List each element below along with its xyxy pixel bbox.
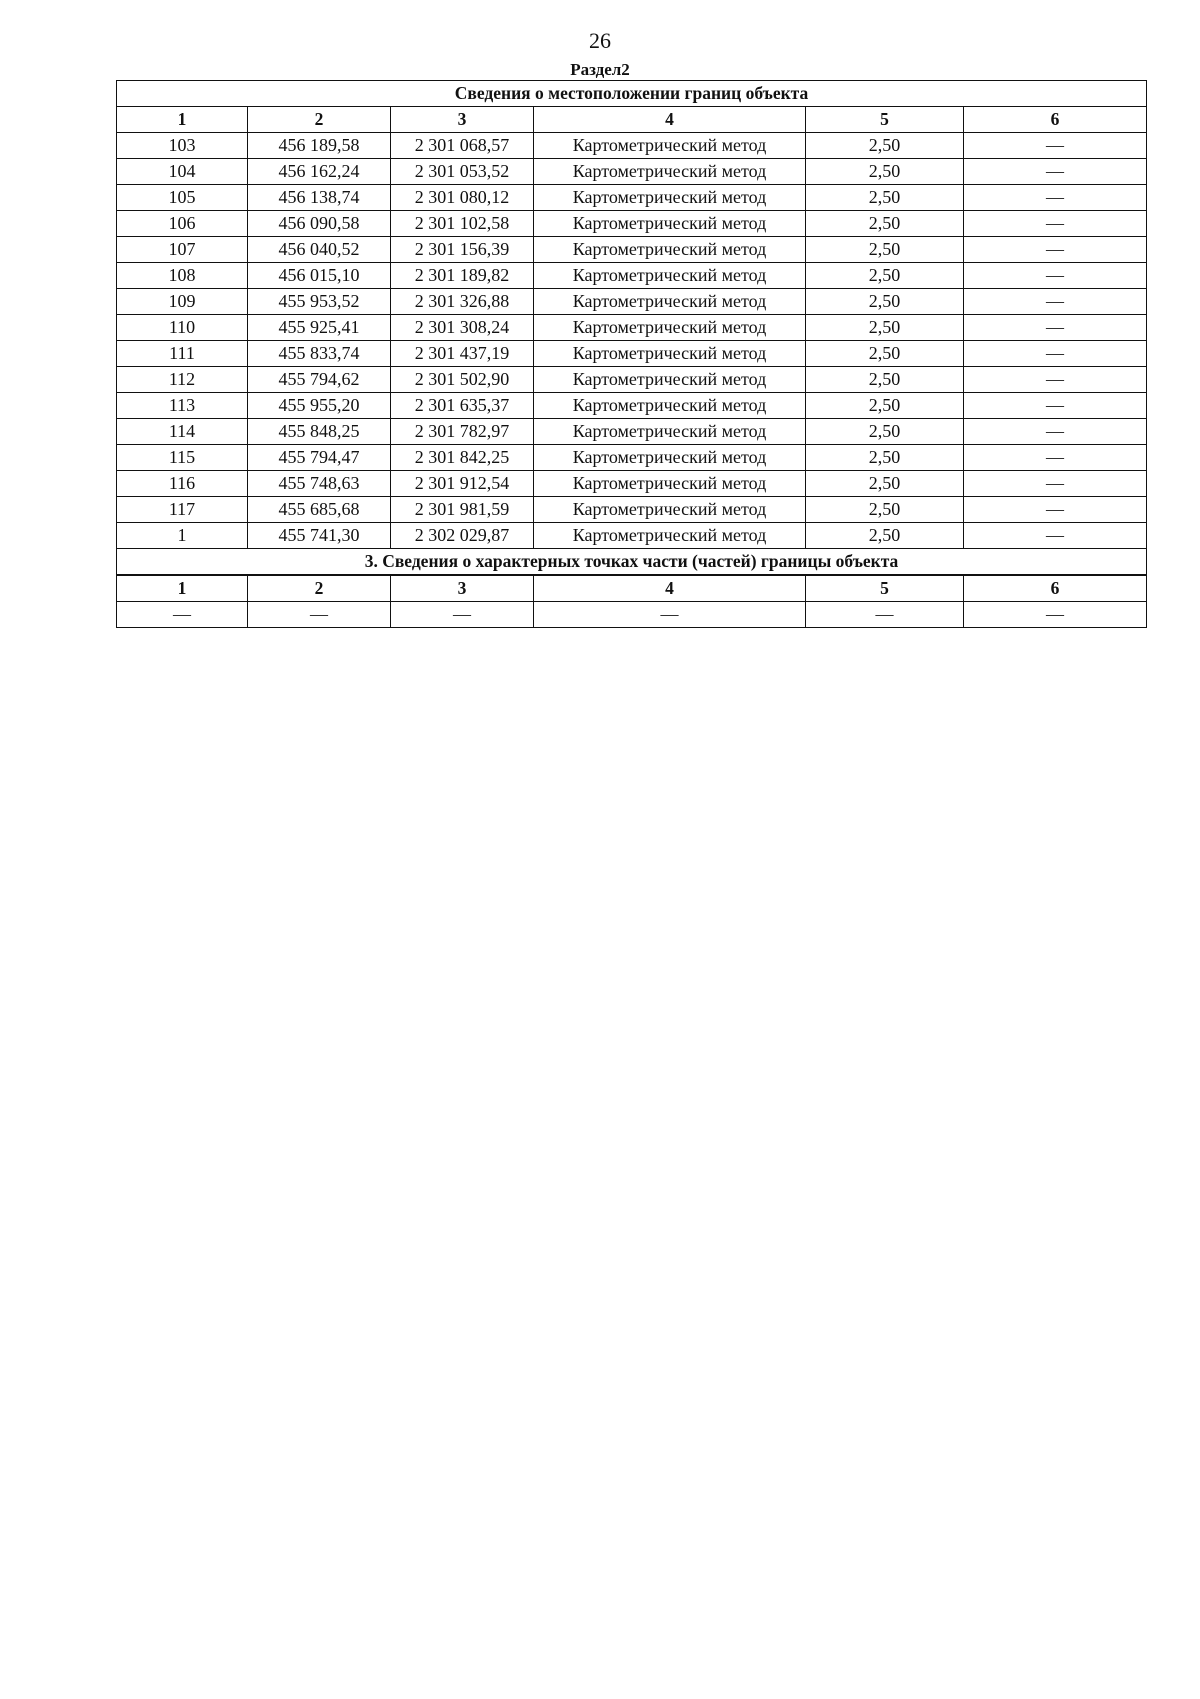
table-cell-col-6: —: [964, 445, 1147, 471]
table-cell-col-2: 455 794,47: [248, 445, 391, 471]
table-row: [117, 471, 1147, 497]
column-header-2: 2: [248, 107, 391, 133]
table-cell-col-3: 2 302 029,87: [391, 523, 534, 549]
table-cell-col-4: Картометрический метод: [534, 393, 806, 419]
table-cell-col-2: 455 925,41: [248, 315, 391, 341]
column-header-3: 3: [391, 107, 534, 133]
table-cell-col-6: —: [964, 263, 1147, 289]
table-cell-col-5: 2,50: [806, 341, 964, 367]
table-cell-col-2: 455 794,62: [248, 367, 391, 393]
table-cell-col-6: —: [964, 211, 1147, 237]
table-row: [117, 341, 1147, 367]
table-cell-col-5: 2,50: [806, 159, 964, 185]
table-cell-col-5: 2,50: [806, 367, 964, 393]
table-row: [117, 211, 1147, 237]
table-cell-col-5: —: [806, 602, 964, 628]
table-cell-col-3: 2 301 782,97: [391, 419, 534, 445]
column-header-1: 1: [117, 575, 248, 602]
column-header-5: 5: [806, 107, 964, 133]
table-cell-col-6: —: [964, 471, 1147, 497]
table-cell-col-6: —: [964, 289, 1147, 315]
table-cell-col-4: Картометрический метод: [534, 471, 806, 497]
table-cell-col-4: Картометрический метод: [534, 185, 806, 211]
section2-title: Сведения о местоположении границ объекта: [117, 81, 1147, 107]
table-cell-col-3: 2 301 635,37: [391, 393, 534, 419]
table-cell-col-3: 2 301 502,90: [391, 367, 534, 393]
table-cell-col-4: Картометрический метод: [534, 367, 806, 393]
table-cell-col-1: 117: [117, 497, 248, 523]
table-cell-col-2: 456 138,74: [248, 185, 391, 211]
table-cell-col-5: 2,50: [806, 445, 964, 471]
table-row: [117, 445, 1147, 471]
table-cell-col-5: 2,50: [806, 523, 964, 549]
table-cell-col-1: 107: [117, 237, 248, 263]
column-header-3: 3: [391, 575, 534, 602]
table-row: [117, 133, 1147, 159]
table-cell-col-1: 112: [117, 367, 248, 393]
table-cell-col-6: —: [964, 367, 1147, 393]
table-cell-col-3: 2 301 068,57: [391, 133, 534, 159]
column-header-5: 5: [806, 575, 964, 602]
table-cell-col-5: 2,50: [806, 471, 964, 497]
table-cell-col-6: —: [964, 159, 1147, 185]
table-row: [117, 289, 1147, 315]
table-cell-col-5: 2,50: [806, 211, 964, 237]
table-cell-col-5: 2,50: [806, 289, 964, 315]
table-row: [117, 185, 1147, 211]
table-cell-col-4: Картометрический метод: [534, 341, 806, 367]
boundary-table: [116, 80, 1147, 628]
table-cell-col-6: —: [964, 185, 1147, 211]
table-row: [117, 393, 1147, 419]
table-row: [117, 602, 1147, 628]
column-header-6: 6: [964, 575, 1147, 602]
table-cell-col-2: 455 953,52: [248, 289, 391, 315]
section3-title: 3. Сведения о характерных точках части (частей) границы объекта: [117, 549, 1147, 576]
page-number: 26: [589, 28, 611, 53]
table-cell-col-4: Картометрический метод: [534, 497, 806, 523]
table-cell-col-6: —: [964, 315, 1147, 341]
table-cell-col-2: 455 741,30: [248, 523, 391, 549]
table-cell-col-3: 2 301 326,88: [391, 289, 534, 315]
table-row: [117, 159, 1147, 185]
table-cell-col-3: 2 301 912,54: [391, 471, 534, 497]
column-header-4: 4: [534, 107, 806, 133]
table-cell-col-1: 116: [117, 471, 248, 497]
table-cell-col-5: 2,50: [806, 133, 964, 159]
table-cell-col-1: 113: [117, 393, 248, 419]
table-cell-col-3: 2 301 156,39: [391, 237, 534, 263]
table-cell-col-4: Картометрический метод: [534, 263, 806, 289]
table-cell-col-3: 2 301 437,19: [391, 341, 534, 367]
table-cell-col-1: 114: [117, 419, 248, 445]
section3-header-row: [117, 575, 1147, 602]
table-cell-col-2: 456 015,10: [248, 263, 391, 289]
table-cell-col-4: Картометрический метод: [534, 289, 806, 315]
table-cell-col-2: 455 833,74: [248, 341, 391, 367]
table-cell-col-5: 2,50: [806, 419, 964, 445]
table-cell-col-1: 1: [117, 523, 248, 549]
table-cell-col-2: 455 955,20: [248, 393, 391, 419]
table-cell-col-1: 110: [117, 315, 248, 341]
table-cell-col-2: 456 040,52: [248, 237, 391, 263]
table-cell-col-5: 2,50: [806, 393, 964, 419]
table-cell-col-1: 115: [117, 445, 248, 471]
column-header-2: 2: [248, 575, 391, 602]
section2-title-row: [117, 81, 1147, 107]
table-cell-col-4: Картометрический метод: [534, 237, 806, 263]
table-cell-col-5: 2,50: [806, 237, 964, 263]
table-cell-col-4: Картометрический метод: [534, 523, 806, 549]
column-header-4: 4: [534, 575, 806, 602]
table-cell-col-4: Картометрический метод: [534, 133, 806, 159]
table-row: [117, 237, 1147, 263]
table-cell-col-2: —: [248, 602, 391, 628]
table-cell-col-1: 105: [117, 185, 248, 211]
table-cell-col-3: 2 301 189,82: [391, 263, 534, 289]
table-cell-col-1: 108: [117, 263, 248, 289]
table-cell-col-6: —: [964, 497, 1147, 523]
table-row: [117, 523, 1147, 549]
table-cell-col-4: Картометрический метод: [534, 315, 806, 341]
section-label: Раздел2: [570, 60, 630, 79]
table-cell-col-1: 104: [117, 159, 248, 185]
table-cell-col-2: 455 685,68: [248, 497, 391, 523]
table-cell-col-3: 2 301 981,59: [391, 497, 534, 523]
table-cell-col-1: 111: [117, 341, 248, 367]
table-cell-col-2: 455 748,63: [248, 471, 391, 497]
table-cell-col-2: 455 848,25: [248, 419, 391, 445]
table-cell-col-5: 2,50: [806, 263, 964, 289]
table-cell-col-4: Картометрический метод: [534, 211, 806, 237]
table-cell-col-1: 103: [117, 133, 248, 159]
table-cell-col-6: —: [964, 133, 1147, 159]
table-cell-col-2: 456 189,58: [248, 133, 391, 159]
table-cell-col-2: 456 090,58: [248, 211, 391, 237]
table-cell-col-3: —: [391, 602, 534, 628]
table-row: [117, 315, 1147, 341]
table-cell-col-3: 2 301 102,58: [391, 211, 534, 237]
column-header-6: 6: [964, 107, 1147, 133]
table-cell-col-3: 2 301 080,12: [391, 185, 534, 211]
table-cell-col-5: 2,50: [806, 497, 964, 523]
table-cell-col-6: —: [964, 602, 1147, 628]
column-header-1: 1: [117, 107, 248, 133]
table-cell-col-1: 109: [117, 289, 248, 315]
table-cell-col-6: —: [964, 237, 1147, 263]
table-cell-col-2: 456 162,24: [248, 159, 391, 185]
table-row: [117, 419, 1147, 445]
table-cell-col-1: —: [117, 602, 248, 628]
table-cell-col-4: Картометрический метод: [534, 419, 806, 445]
table-row: [117, 263, 1147, 289]
table-cell-col-6: —: [964, 393, 1147, 419]
table-cell-col-3: 2 301 308,24: [391, 315, 534, 341]
table-cell-col-6: —: [964, 523, 1147, 549]
table-cell-col-6: —: [964, 419, 1147, 445]
table-cell-col-5: 2,50: [806, 315, 964, 341]
table-cell-col-4: Картометрический метод: [534, 445, 806, 471]
table-row: [117, 367, 1147, 393]
table-cell-col-5: 2,50: [806, 185, 964, 211]
table-cell-col-3: 2 301 053,52: [391, 159, 534, 185]
table-cell-col-6: —: [964, 341, 1147, 367]
table-cell-col-4: —: [534, 602, 806, 628]
table-cell-col-1: 106: [117, 211, 248, 237]
table-row: [117, 497, 1147, 523]
table-cell-col-4: Картометрический метод: [534, 159, 806, 185]
section2-header-row: [117, 107, 1147, 133]
section3-title-row: [117, 549, 1147, 576]
table-cell-col-3: 2 301 842,25: [391, 445, 534, 471]
boundary-table-body: [117, 81, 1147, 628]
